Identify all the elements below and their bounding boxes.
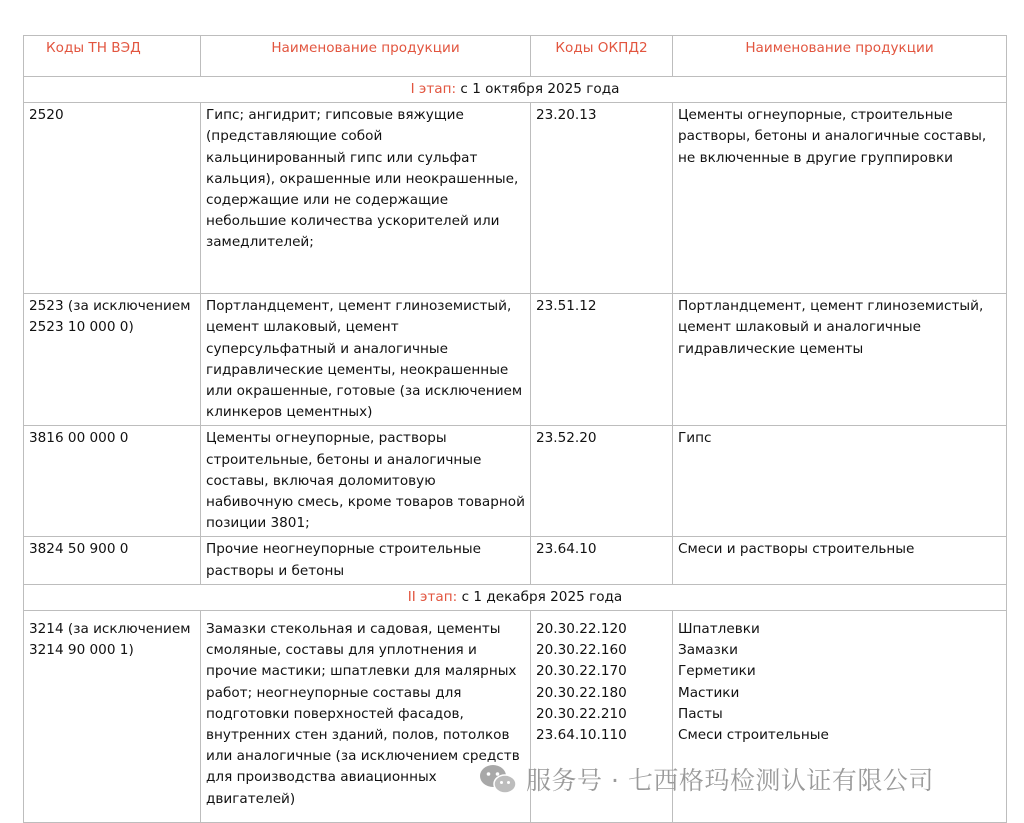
tnved-code: 3214 (за исключением 3214 90 000 1): [24, 611, 201, 823]
okpd2-code: 20.30.22.210: [536, 705, 627, 722]
watermark: [478, 762, 934, 796]
okpd2-product-name: Шпатлевки: [678, 621, 760, 638]
stage-2-heading: [24, 584, 1007, 610]
stage-2-label: II этап:: [407, 588, 458, 605]
okpd2-code: 23.64.10: [531, 537, 673, 584]
product-name: Гипс; ангидрит; гипсовые вяжущие (представляющие собой кальцинированный гипс или сульфат кальция), окрашенные или неокрашенные, содержащие или не содержащие небольшие количества ускорителей или замедлителей;: [201, 103, 531, 294]
okpd2-code: 23.64.10.110: [536, 727, 627, 744]
stage-row: [24, 584, 1007, 610]
okpd2-code: 20.30.22.160: [536, 642, 627, 659]
stage-2-date: с 1 декабря 2025 года: [457, 588, 623, 605]
tnved-code: 2523 (за исключением 2523 10 000 0): [24, 294, 201, 426]
table-row: [24, 103, 1007, 294]
tnved-code: 3816 00 000 0: [24, 426, 201, 537]
okpd2-code: 20.30.22.170: [536, 663, 627, 680]
table-row: [24, 537, 1007, 584]
wechat-icon: [478, 762, 518, 796]
header-okpd2-product-name: Наименование продукции: [673, 36, 1007, 77]
tnved-code: 3824 50 900 0: [24, 537, 201, 584]
table-row: [24, 426, 1007, 537]
header-product-name: Наименование продукции: [201, 36, 531, 77]
stage-1-heading: [24, 77, 1007, 103]
watermark-text: 服务号 · 七西格玛检测认证有限公司: [526, 766, 934, 795]
okpd2-code: 23.51.12: [531, 294, 673, 426]
stage-1-date: с 1 октября 2025 года: [456, 81, 620, 97]
okpd2-product-name: Мастики: [678, 684, 740, 701]
okpd2-product-name: Замазки: [678, 642, 738, 659]
products-table: [23, 35, 1007, 823]
product-name: Цементы огнеупорные, растворы строительные, бетоны и аналогичные составы, включая доломитовую набивочную смесь, кроме товаров товарной позиции 3801;: [201, 426, 531, 537]
okpd2-product-name: Смеси строительные: [678, 727, 829, 744]
header-okpd2: Коды ОКПД2: [531, 36, 673, 77]
header-tnved: Коды ТН ВЭД: [24, 36, 201, 77]
okpd2-code: 23.52.20: [531, 426, 673, 537]
stage-1-label: I этап:: [410, 81, 457, 97]
table-row: [24, 294, 1007, 426]
tnved-code: 2520: [24, 103, 201, 294]
okpd2-code: 20.30.22.180: [536, 684, 627, 701]
okpd2-product-name: Портландцемент, цемент глиноземистый, цемент шлаковый и аналогичные гидравлические цементы: [673, 294, 1007, 426]
product-name: Замазки стекольная и садовая, цементы смоляные, составы для уплотнения и прочие мастики; шпатлевки для малярных работ; неогнеупорные составы для подготовки поверхностей фасадов, внутренних стен зданий, полов, потолков или аналогичные (за исключением средств для производства авиационных двигателей): [201, 611, 531, 823]
product-name: Прочие неогнеупорные строительные растворы и бетоны: [201, 537, 531, 584]
stage-row: [24, 77, 1007, 103]
product-name: Портландцемент, цемент глиноземистый, цемент шлаковый, цемент суперсульфатный и аналогичные гидравлические цементы, неокрашенные или окрашенные, готовые (за исключением клинкеров цементных): [201, 294, 531, 426]
okpd2-product-name: Пасты: [678, 705, 723, 722]
okpd2-product-name: Цементы огнеупорные, строительные растворы, бетоны и аналогичные составы, не включенные в другие группировки: [673, 103, 1007, 294]
okpd2-code: 20.30.22.120: [536, 621, 627, 638]
okpd2-product-name: Герметики: [678, 663, 756, 680]
header-row: [24, 36, 1007, 77]
okpd2-code: 23.20.13: [531, 103, 673, 294]
okpd2-product-name: Гипс: [673, 426, 1007, 537]
okpd2-product-name: Смеси и растворы строительные: [673, 537, 1007, 584]
